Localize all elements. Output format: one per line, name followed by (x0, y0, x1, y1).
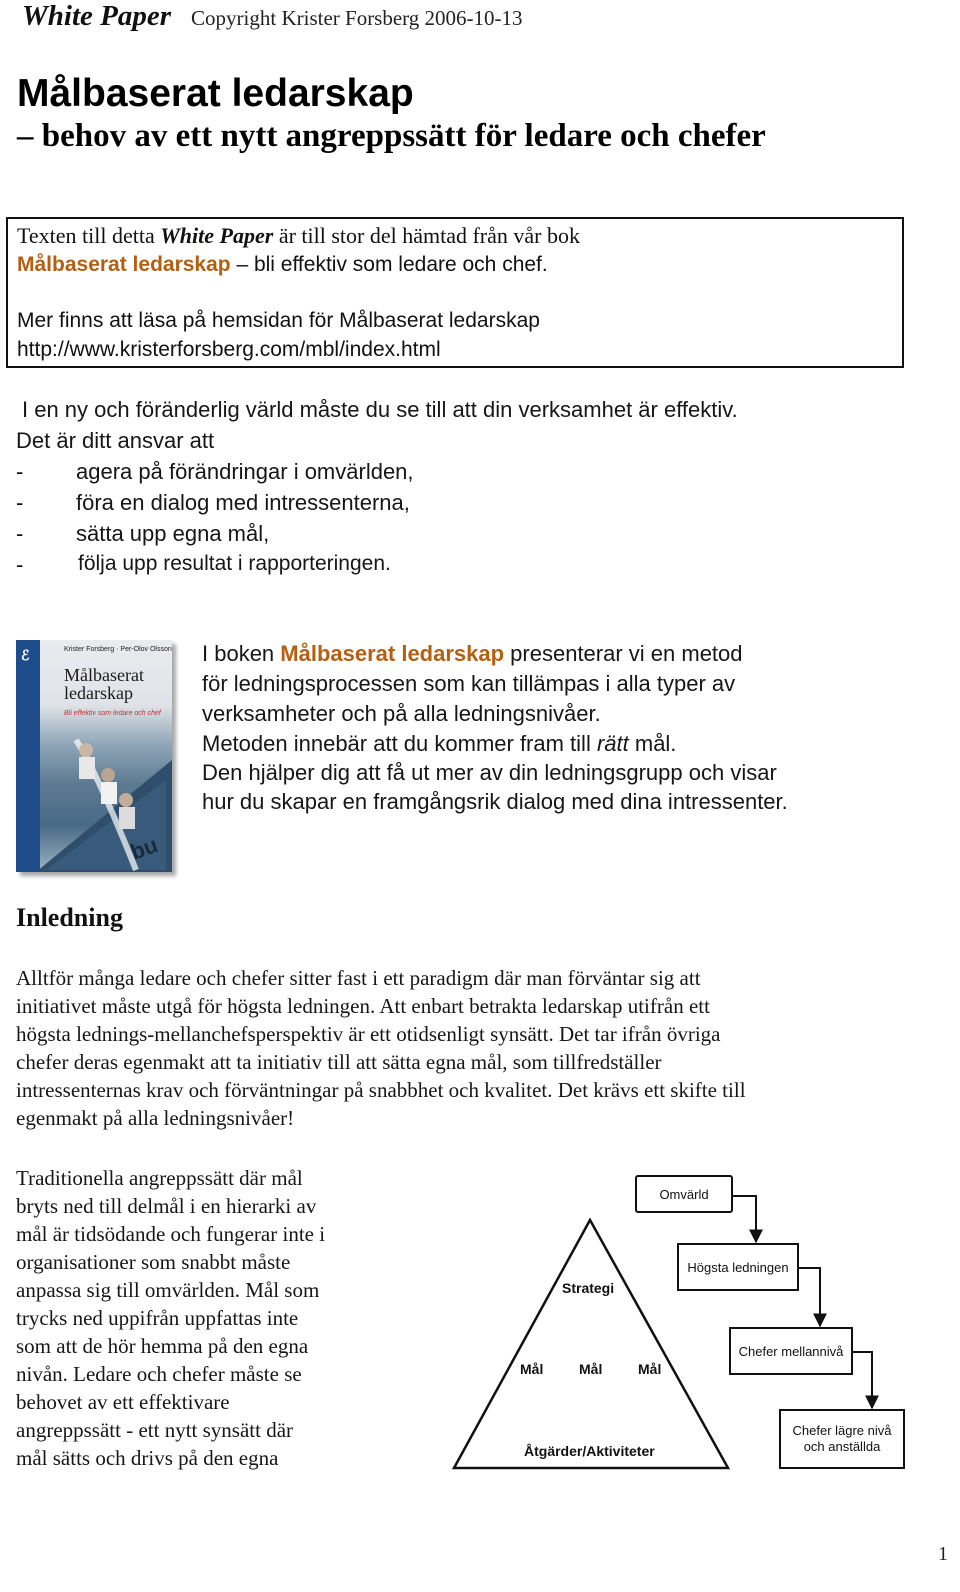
paragraph-line: egenmakt på alla ledningsnivåer! (16, 1106, 295, 1130)
management-diagram (420, 1168, 940, 1488)
paragraph-line: Alltför många ledare och chefer sitter fast i ett paradigm där man förväntar sig att (16, 966, 701, 990)
paragraph-line: som att de hör hemma på den egna (16, 1334, 309, 1358)
intro-line-1 (17, 223, 580, 249)
page-title: Målbaserat ledarskap (17, 72, 414, 115)
section-heading: Inledning (16, 903, 123, 932)
cover-title-line: ledarskap (64, 683, 133, 703)
effective-heading: I en ny och föränderlig värld måste du se till att din verksamhet är effektiv. (22, 397, 738, 422)
sailing-photo (16, 720, 172, 872)
list-item: följa upp resultat i rapporteringen. (78, 552, 391, 575)
list-item: sätta upp egna mål, (76, 521, 270, 546)
publisher-logo: ℰ (21, 649, 30, 664)
book-text-line (202, 641, 743, 667)
white-paper-label: White Paper (22, 0, 172, 32)
arrow-connector (852, 1352, 872, 1408)
arrow-connector (798, 1268, 820, 1326)
book-text: I boken (202, 641, 281, 666)
intro-line-3: Mer finns att läsa på hemsidan för Målbaserat ledarskap (17, 309, 540, 332)
book-text: presenterar vi en metod (504, 641, 743, 666)
goal-label: Mål (520, 1361, 544, 1377)
website-link[interactable]: http://www.kristerforsberg.com/mbl/index.html (17, 338, 441, 361)
paragraph-line: nivån. Ledare och chefer måste se (16, 1362, 302, 1386)
goal-label: Mål (579, 1361, 603, 1377)
book-text-line: Den hjälper dig att få ut mer av din ledningsgrupp och visar (202, 760, 777, 785)
emphasis-text: rätt (596, 731, 629, 756)
responsibility-text: Det är ditt ansvar att (16, 428, 215, 453)
lower-managers-label-line: Chefer lägre nivå (792, 1423, 892, 1438)
bullet-dash: - (16, 521, 24, 546)
page-number: 1 (938, 1543, 948, 1565)
intro-text: är till stor del hämtad från vår bok (273, 223, 580, 248)
book-title-highlight: Målbaserat ledarskap (280, 641, 505, 666)
paragraph-line: organisationer som snabbt måste (16, 1250, 291, 1274)
white-paper-emphasis: White Paper (160, 223, 274, 248)
book-text-line: för ledningsprocessen som kan tillämpas i alla typer av (202, 671, 736, 696)
bullet-dash: - (16, 552, 24, 577)
cover-title-line: Målbaserat (64, 665, 144, 685)
middle-managers-label: Chefer mellannivå (738, 1344, 844, 1359)
cover-authors: Krister Forsberg · Per-Olov Olsson (64, 646, 172, 653)
intro-text: – bli effektiv som ledare och chef. (230, 253, 548, 276)
book-text: Metoden innebär att du kommer fram till (202, 731, 597, 756)
paragraph-line: mål sätts och drivs på den egna (16, 1446, 279, 1470)
book-title-highlight: Målbaserat ledarskap (17, 253, 231, 276)
paragraph-line: initiativet måste utgå för högsta ledningen. Att enbart betrakta ledarskap utifrån ett (16, 994, 710, 1018)
paragraph-line: trycks ned uppifrån uppfattas inte (16, 1306, 299, 1330)
book-text: mål. (628, 731, 677, 756)
environment-label: Omvärld (659, 1187, 709, 1202)
top-management-label: Högsta ledningen (687, 1260, 789, 1275)
goal-label: Mål (638, 1361, 662, 1377)
actions-label: Åtgärder/Aktiviteter (524, 1443, 655, 1459)
paragraph-line: behovet av ett effektivare (16, 1390, 230, 1414)
book-text-line: hur du skapar en framgångsrik dialog med dina intressenter. (202, 789, 788, 814)
paragraph-line: mål är tidsödande och fungerar inte i (16, 1222, 326, 1246)
copyright-text: Copyright Krister Forsberg 2006-10-13 (191, 6, 523, 30)
page-subtitle: – behov av ett nytt angreppssätt för ledare och chefer (17, 118, 766, 154)
bullet-dash: - (16, 459, 24, 484)
list-item: agera på förändringar i omvärlden, (76, 459, 414, 484)
lower-managers-label-line: och anställda (803, 1439, 881, 1454)
paragraph-line: högsta lednings-mellanchefsperspektiv är ett otidsenligt synsätt. Det tar ifrån övriga (16, 1022, 721, 1046)
paragraph-line: chefer deras egenmakt att ta initiativ till att sätta egna mål, som tillfredställer (16, 1050, 662, 1074)
paragraph-line: Traditionella angreppssätt där mål (16, 1166, 303, 1190)
book-cover-image (16, 640, 172, 872)
paragraph-line: angreppssätt - ett nytt synsätt där (16, 1418, 294, 1442)
intro-line-2 (17, 253, 548, 277)
paragraph-line: intressenternas krav och förväntningar på snabbhet och kvalitet. Det krävs ett skifte till (16, 1078, 746, 1102)
intro-box (6, 217, 904, 368)
paragraph-line: anpassa sig till omvärlden. Mål som (16, 1278, 320, 1302)
page-header (22, 0, 523, 33)
bullet-dash: - (16, 490, 24, 515)
cover-subtitle: Bli effektiv som ledare och chef (64, 710, 161, 717)
strategy-label: Strategi (562, 1280, 615, 1296)
svg-text:bu: bu (127, 832, 161, 865)
book-text-line: verksamheter och på alla ledningsnivåer. (202, 701, 601, 726)
cover-title (64, 666, 144, 702)
book-text-line (202, 731, 676, 757)
paragraph-line: bryts ned till delmål i en hierarki av (16, 1194, 317, 1218)
arrow-connector (732, 1196, 756, 1242)
intro-text: Texten till detta (17, 223, 161, 248)
list-item: föra en dialog med intressenterna, (76, 490, 410, 515)
